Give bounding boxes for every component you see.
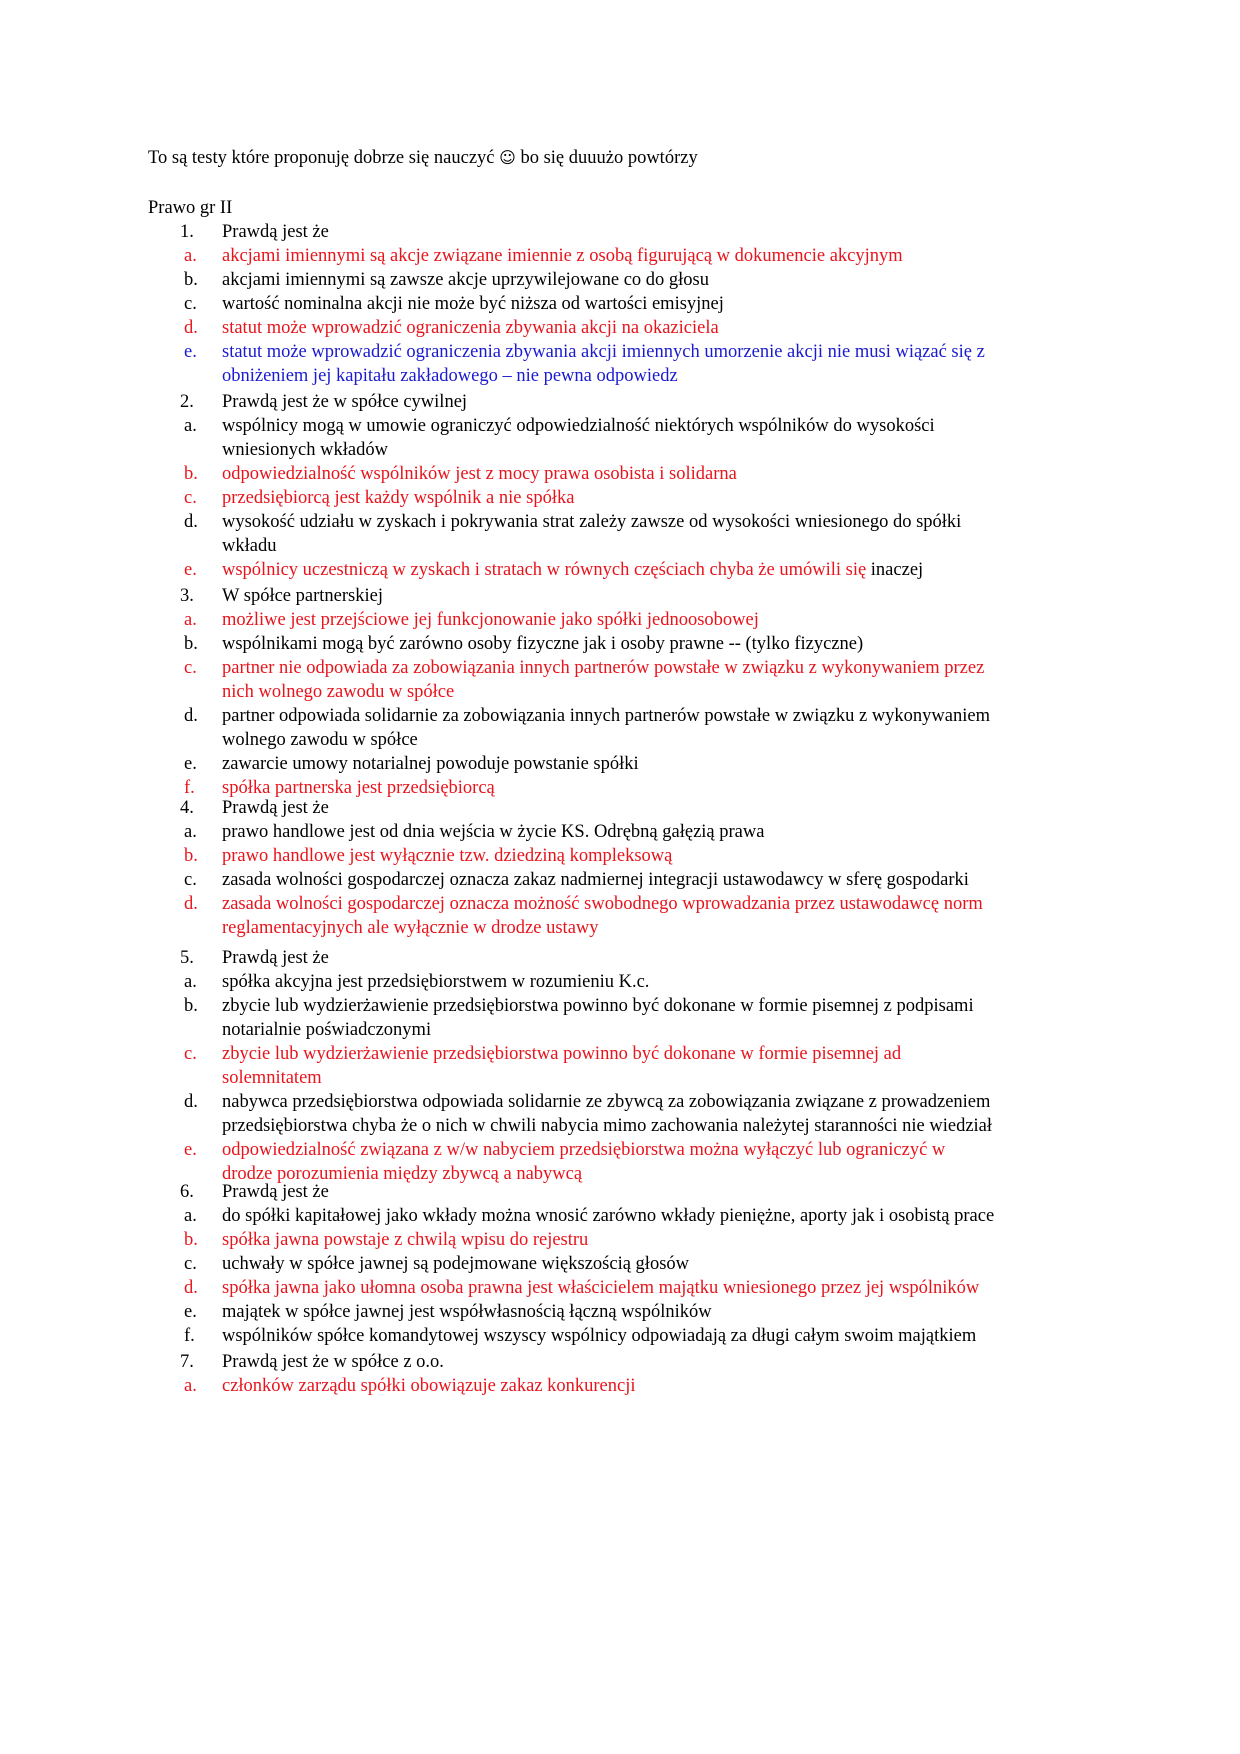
question-7 [0,1350,1240,1398]
answer-letter: b. [184,464,198,484]
question-text: Prawdą jest że [222,948,329,968]
answer-letter: a. [184,246,197,266]
answer-letter: b. [184,1230,198,1250]
answer-option-line [0,752,1240,776]
answer-text [222,680,454,704]
answer-option-line [0,558,1240,582]
question-heading [0,1180,1240,1204]
answer-option-line [0,728,1240,752]
question-5 [0,946,1240,1186]
answer-text-segment: statut może wprowadzić ograniczenia zbywania akcji na okaziciela [222,318,719,338]
answer-text [222,1204,994,1228]
question-4 [0,796,1240,940]
answer-text-segment: nich wolnego zawodu w spółce [222,682,455,702]
answer-option-line [0,534,1240,558]
answer-option-line [0,1114,1240,1138]
answer-letter: a. [184,416,197,436]
answer-text [222,656,984,680]
answer-letter: e. [184,1140,197,1160]
answer-text-segment: reglamentacyjnych ale wyłącznie w drodze ustawy [222,918,599,938]
answer-text [222,752,639,776]
answer-text [222,268,709,292]
answer-text [222,1114,992,1138]
answer-text [222,892,983,916]
answer-letter: d. [184,318,198,338]
answer-text [222,868,969,892]
answer-text-segment: spółka jawna powstaje z chwilą wpisu do rejestru [222,1230,589,1250]
intro-text-after: bo się duuużo powtórzy [520,148,698,168]
answer-letter: c. [184,1254,197,1274]
intro-text [148,146,698,170]
question-2 [0,390,1240,582]
question-heading [0,946,1240,970]
answer-option-line [0,970,1240,994]
answer-text-segment: nabywca przedsiębiorstwa odpowiada solidarnie ze zbywcą za zobowiązania związane z prowadzeniem [222,1092,991,1112]
question-number: 1. [180,222,194,242]
answer-text [222,994,974,1018]
answer-text [222,844,672,868]
answer-option-line [0,364,1240,388]
question-3 [0,584,1240,800]
answer-text [222,510,961,534]
question-heading [0,390,1240,414]
answer-letter: b. [184,996,198,1016]
answer-option-line [0,1252,1240,1276]
answer-option-line [0,994,1240,1018]
answer-option-line [0,608,1240,632]
question-heading [0,1350,1240,1374]
answer-text-segment: przedsiębiorstwa chyba że o nich w chwili nabycia mimo zachowania należytej staranności nie wiedział [222,1116,993,1136]
answer-text [222,1228,588,1252]
answer-text-segment: odpowiedzialność wspólników jest z mocy prawa osobista i solidarna [222,464,737,484]
answer-option-line [0,462,1240,486]
answer-text-segment: do spółki kapitałowej jako wkłady można wnosić zarówno wkłady pieniężne, aporty jak i osobistą prace [222,1206,995,1226]
answer-text-segment: członków zarządu spółki obowiązuje zakaz konkurencji [222,1376,636,1396]
answer-text [222,558,923,582]
answer-option-line [0,510,1240,534]
answer-option-line [0,820,1240,844]
answer-text-segment: wspólników spółce komandytowej wszyscy wspólnicy odpowiadają za długi całym swoim majątkiem [222,1326,977,1346]
answer-text-segment: wspólnikami mogą być zarówno osoby fizyczne jak i osoby prawne -- (tylko fizyczne) [222,634,864,654]
answer-text [222,486,574,510]
answer-text-segment: prawo handlowe jest wyłącznie tzw. dziedziną kompleksową [222,846,673,866]
answer-option-line [0,656,1240,680]
question-text: Prawdą jest że w spółce z o.o. [222,1352,444,1372]
answer-letter: d. [184,1092,198,1112]
answer-option-line [0,1374,1240,1398]
answer-option-line [0,632,1240,656]
answer-text-segment: spółka akcyjna jest przedsiębiorstwem w rozumieniu K.c. [222,972,650,992]
answer-text-segment: zasada wolności gospodarczej oznacza możność swobodnego wprowadzania przez ustawodawcę norm [222,894,983,914]
answer-letter: c. [184,294,197,314]
answer-text-segment: wniesionych wkładów [222,440,388,460]
answer-text-segment: wartość nominalna akcji nie może być niższa od wartości emisyjnej [222,294,724,314]
answer-option-line [0,1090,1240,1114]
answer-text [222,704,990,728]
answer-option-line [0,316,1240,340]
answer-text [222,916,599,940]
answer-letter: b. [184,270,198,290]
answer-text-segment: zbycie lub wydzierżawienie przedsiębiorstwa powinno być dokonane w formie pisemnej z podpisami [222,996,974,1016]
question-number: 7. [180,1352,194,1372]
answer-text [222,364,678,388]
answer-option-line [0,1324,1240,1348]
question-text: Prawdą jest że [222,798,329,818]
answer-text-segment: wysokość udziału w zyskach i pokrywania strat zależy zawsze od wysokości wniesionego do spółki [222,512,962,532]
answer-text [222,1276,979,1300]
answer-text [222,316,719,340]
answer-letter: c. [184,870,197,890]
answer-option-line [0,1276,1240,1300]
answer-text-segment: przedsiębiorcą jest każdy wspólnik a nie spółka [222,488,575,508]
answer-text [222,1018,431,1042]
answer-option-line [0,438,1240,462]
answer-letter: d. [184,706,198,726]
answer-text [222,608,759,632]
answer-text [222,632,863,656]
answer-text-segment: obniżeniem jej kapitału zakładowego – nie pewna odpowiedz [222,366,678,386]
answer-text-segment: uchwały w spółce jawnej są podejmowane większością głosów [222,1254,689,1274]
answer-option-line [0,1066,1240,1090]
answer-letter: a. [184,1376,197,1396]
answer-text-segment: wkładu [222,536,277,556]
answer-text-segment: prawo handlowe jest od dnia wejścia w życie KS. Odrębną gałęzią prawa [222,822,765,842]
answer-letter: a. [184,610,197,630]
answer-option-line [0,1300,1240,1324]
answer-text-segment: akcjami imiennymi są akcje związane imiennie z osobą figurującą w dokumencie akcyjnym [222,246,903,266]
answer-letter: d. [184,894,198,914]
answer-option-line [0,268,1240,292]
question-number: 2. [180,392,194,412]
answer-option-line [0,892,1240,916]
answer-text [222,1324,976,1348]
answer-text-segment: zasada wolności gospodarczej oznacza zakaz nadmiernej integracji ustawodawcy w sferę gospodarki [222,870,969,890]
answer-option-line [0,680,1240,704]
answer-text [222,534,276,558]
answer-letter: d. [184,1278,198,1298]
answer-text-segment: partner odpowiada solidarnie za zobowiązania innych partnerów powstałe w związku z wykonywaniem [222,706,990,726]
answer-option-line [0,1042,1240,1066]
answer-text-segment: wolnego zawodu w spółce [222,730,418,750]
answer-letter: c. [184,1044,197,1064]
answer-option-line [0,292,1240,316]
answer-text-segment: wspólnicy mogą w umowie ograniczyć odpowiedzialność niektórych wspólników do wysokości [222,416,935,436]
answer-text-segment: partner nie odpowiada za zobowiązania innych partnerów powstałe w związku z wykonywaniem przez [222,658,985,678]
question-number: 4. [180,798,194,818]
question-heading [0,796,1240,820]
answer-letter: e. [184,1302,197,1322]
question-text: Prawdą jest że [222,222,329,242]
answer-option-line [0,1228,1240,1252]
answer-text-segment: solemnitatem [222,1068,322,1088]
intro-text-before: To są testy które proponuję dobrze się nauczyć [148,148,495,168]
answer-text-segment: majątek w spółce jawnej jest współwłasnością łączną wspólników [222,1302,712,1322]
answer-text-tail: inaczej [866,560,924,580]
question-1 [0,220,1240,388]
answer-option-line [0,844,1240,868]
question-number: 6. [180,1182,194,1202]
answer-text [222,1252,689,1276]
answer-letter: e. [184,560,197,580]
answer-text-segment: odpowiedzialność związana z w/w nabyciem przedsiębiorstwa można wyłączyć lub ograniczyć w [222,1140,946,1160]
answer-letter: e. [184,342,197,362]
answer-text-segment: statut może wprowadzić ograniczenia zbywania akcji imiennych umorzenie akcji nie musi wiązać się z [222,342,985,362]
answer-text-segment: drodze porozumienia między zbywcą a nabywcą [222,1164,583,1184]
answer-text [222,1090,990,1114]
answer-option-line [0,340,1240,364]
answer-text-segment: akcjami imiennymi są zawsze akcje uprzywilejowane co do głosu [222,270,709,290]
answer-text [222,728,418,752]
answer-letter: e. [184,754,197,774]
answer-text-segment: możliwe jest przejściowe jej funkcjonowanie jako spółki jednoosobowej [222,610,759,630]
answer-letter: c. [184,488,197,508]
answer-letter: a. [184,1206,197,1226]
answer-option-line [0,916,1240,940]
answer-text [222,970,649,994]
question-6 [0,1180,1240,1348]
answer-letter: d. [184,512,198,532]
answer-option-line [0,244,1240,268]
answer-letter: c. [184,658,197,678]
answer-text [222,462,737,486]
smiley-icon: ☺ [499,148,516,167]
answer-text [222,1066,322,1090]
answer-option-line [0,414,1240,438]
answer-option-line [0,1018,1240,1042]
answer-text [222,1300,712,1324]
answer-text [222,820,764,844]
document-title: Prawo gr II [148,198,233,218]
answer-text [222,438,388,462]
answer-text [222,1042,901,1066]
question-text: Prawdą jest że w spółce cywilnej [222,392,468,412]
answer-option-line [0,1138,1240,1162]
question-heading [0,220,1240,244]
answer-option-line [0,486,1240,510]
question-text: W spółce partnerskiej [222,586,383,606]
answer-letter: f. [184,778,195,798]
question-text: Prawdą jest że [222,1182,329,1202]
answer-option-line [0,704,1240,728]
answer-text-segment: spółka partnerska jest przedsiębiorcą [222,778,495,798]
answer-option-line [0,868,1240,892]
answer-text [222,244,903,268]
answer-letter: a. [184,822,197,842]
question-heading [0,584,1240,608]
answer-letter: f. [184,1326,195,1346]
answer-text-segment: zawarcie umowy notarialnej powoduje powstanie spółki [222,754,639,774]
answer-letter: b. [184,846,198,866]
answer-text-segment: notarialnie poświadczonymi [222,1020,432,1040]
answer-letter: b. [184,634,198,654]
answer-text [222,1374,636,1398]
answer-text-segment: spółka jawna jako ułomna osoba prawna jest właścicielem majątku wniesionego przez jej wspólników [222,1278,980,1298]
answer-text-segment: zbycie lub wydzierżawienie przedsiębiorstwa powinno być dokonane w formie pisemnej ad [222,1044,902,1064]
answer-text [222,292,724,316]
answer-option-line [0,1204,1240,1228]
answer-letter: a. [184,972,197,992]
answer-text [222,414,935,438]
question-number: 3. [180,586,194,606]
answer-text [222,340,985,364]
answer-text [222,1138,945,1162]
answer-text-segment: wspólnicy uczestniczą w zyskach i stratach w równych częściach chyba że umówili się [222,560,867,580]
question-number: 5. [180,948,194,968]
